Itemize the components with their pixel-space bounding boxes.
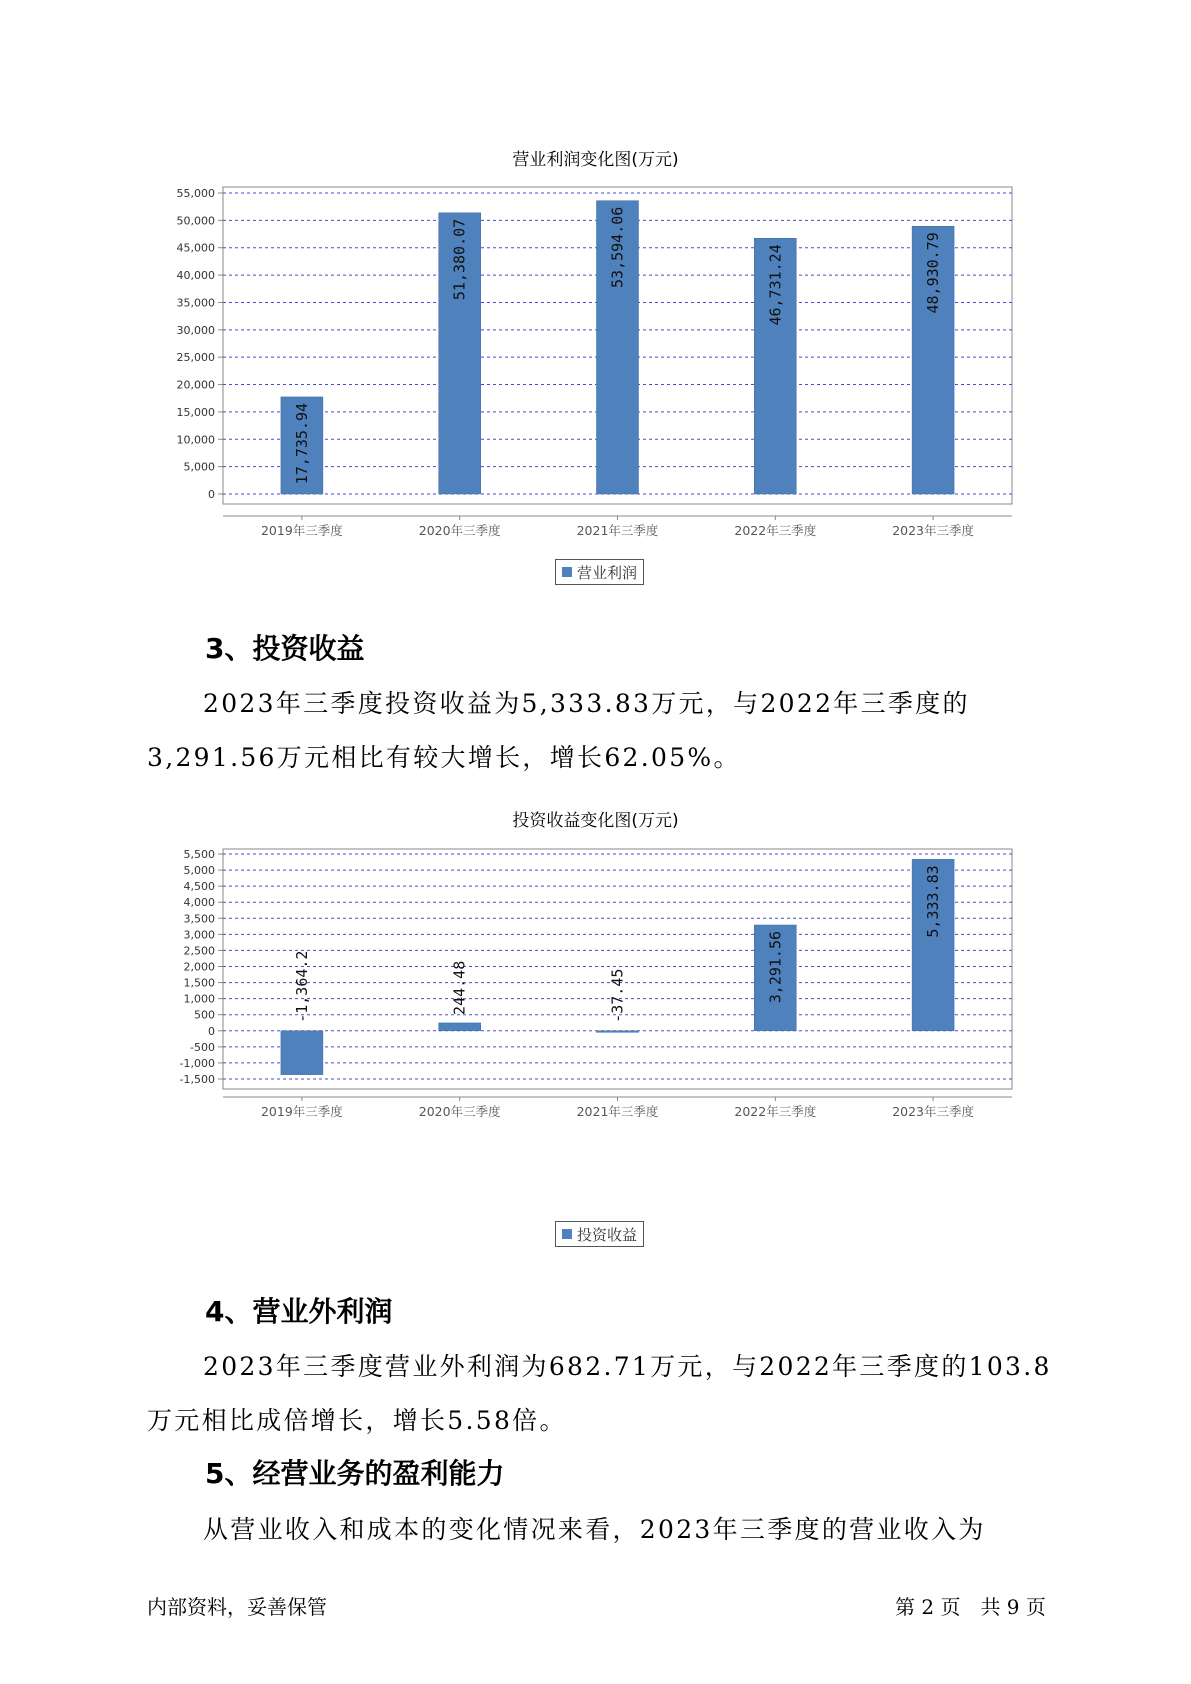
- chart2-ytick-label: 3,000: [183, 928, 215, 942]
- section3-heading: 3、投资收益: [205, 632, 365, 665]
- chart1-ytick-label: 30,000: [176, 323, 215, 337]
- chart2-ytick-label: 5,000: [183, 864, 215, 878]
- chart2-ytick-label: -1,500: [179, 1073, 215, 1086]
- chart1-ytick-label: 15,000: [176, 405, 215, 419]
- chart2-title: 投资收益变化图(万元): [512, 811, 679, 831]
- chart2-ytick-label: 3,500: [183, 912, 215, 926]
- section5-heading: 5、经营业务的盈利能力: [205, 1457, 505, 1490]
- section4-heading: 4、营业外利润: [205, 1295, 393, 1328]
- chart2-ytick-label: 1,500: [183, 976, 215, 990]
- footer-page-number: 第 2 页 共 9 页: [895, 1595, 1046, 1619]
- chart2-ytick-label: 4,000: [183, 896, 215, 910]
- chart2-ytick-label: 500: [194, 1008, 215, 1022]
- chart1-xtick-label: 2023年三季度: [892, 523, 975, 538]
- chart2-xtick-label: 2019年三季度: [260, 1104, 343, 1119]
- chart1-ytick-label: 35,000: [176, 296, 215, 310]
- chart1-ytick-label: 55,000: [176, 187, 215, 200]
- section3-paragraph: [147, 677, 1052, 785]
- chart2-ytick-label: 2,000: [183, 960, 215, 974]
- chart1-ytick-label: 45,000: [176, 241, 215, 255]
- chart2-bar: [597, 1031, 639, 1033]
- chart1-data-label: 51,380.07: [450, 218, 469, 301]
- chart1-legend: [555, 559, 644, 585]
- legend-swatch: [562, 567, 572, 577]
- section4-paragraph: [147, 1340, 1052, 1448]
- chart1-data-label: 48,930.79: [924, 232, 943, 314]
- section3-text: 2023年三季度投资收益为5,333.83万元，与2022年三季度的3,291.56万元相比有较大增长，增长62.05%。: [147, 689, 970, 772]
- chart2-legend: [555, 1221, 644, 1247]
- chart2-data-label: 244.48: [450, 960, 469, 1015]
- chart2-data-label: -1,364.2: [292, 950, 311, 1023]
- chart1-ytick-label: 5,000: [183, 460, 215, 474]
- footer-confidential: 内部资料，妥善保管: [147, 1595, 327, 1619]
- chart2-xtick-label: 2022年三季度: [734, 1104, 817, 1119]
- legend-swatch: [562, 1229, 572, 1239]
- section5-text: 从营业收入和成本的变化情况来看，2023年三季度的营业收入为: [203, 1515, 986, 1544]
- chart2-xtick-label: 2020年三季度: [418, 1104, 501, 1119]
- operating-profit-chart: [0, 180, 1191, 538]
- chart2-xtick-label: 2023年三季度: [892, 1104, 975, 1119]
- chart1-data-label: 17,735.94: [292, 402, 311, 485]
- section4-text: 2023年三季度营业外利润为682.71万元，与2022年三季度的103.8万元相比成倍增长，增长5.58倍。: [147, 1352, 1052, 1435]
- chart1-legend-label: 营业利润: [577, 563, 638, 582]
- chart2-legend-label: 投资收益: [577, 1225, 638, 1244]
- chart2-data-label: -37.45: [608, 968, 627, 1023]
- chart2-ytick-label: 2,500: [183, 944, 215, 958]
- chart2-data-label: 3,291.56: [766, 930, 785, 1004]
- chart1-ytick-label: 40,000: [176, 269, 215, 283]
- chart2-ytick-label: -500: [190, 1040, 215, 1054]
- chart2-xtick-label: 2021年三季度: [576, 1104, 659, 1119]
- chart1-data-label: 46,731.24: [766, 244, 785, 326]
- chart2-data-label: 5,333.83: [924, 865, 943, 938]
- chart1-xtick-label: 2020年三季度: [418, 523, 501, 538]
- chart2-ytick-label: 1,000: [183, 992, 215, 1006]
- chart1-xtick-label: 2019年三季度: [260, 523, 343, 538]
- chart2-ytick-label: 4,500: [183, 880, 215, 894]
- chart1-xtick-label: 2022年三季度: [734, 523, 817, 538]
- chart2-bar: [281, 1031, 323, 1075]
- chart1-ytick-label: 25,000: [176, 351, 215, 365]
- chart1-data-label: 53,594.06: [608, 206, 627, 288]
- chart2-ytick-label: -1,000: [179, 1056, 215, 1070]
- chart1-title: 营业利润变化图(万元): [512, 150, 679, 170]
- chart1-xtick-label: 2021年三季度: [576, 523, 659, 538]
- chart1-ytick-label: 0: [208, 488, 215, 501]
- investment-income-chart: [0, 843, 1191, 1173]
- chart1-ytick-label: 50,000: [176, 214, 215, 228]
- chart2-ytick-label: 0: [208, 1024, 215, 1038]
- chart2-bar: [439, 1023, 481, 1031]
- chart2-ytick-label: 5,500: [183, 848, 215, 861]
- chart1-ytick-label: 20,000: [176, 378, 215, 392]
- chart1-ytick-label: 10,000: [176, 433, 215, 447]
- section5-paragraph: [147, 1503, 1052, 1557]
